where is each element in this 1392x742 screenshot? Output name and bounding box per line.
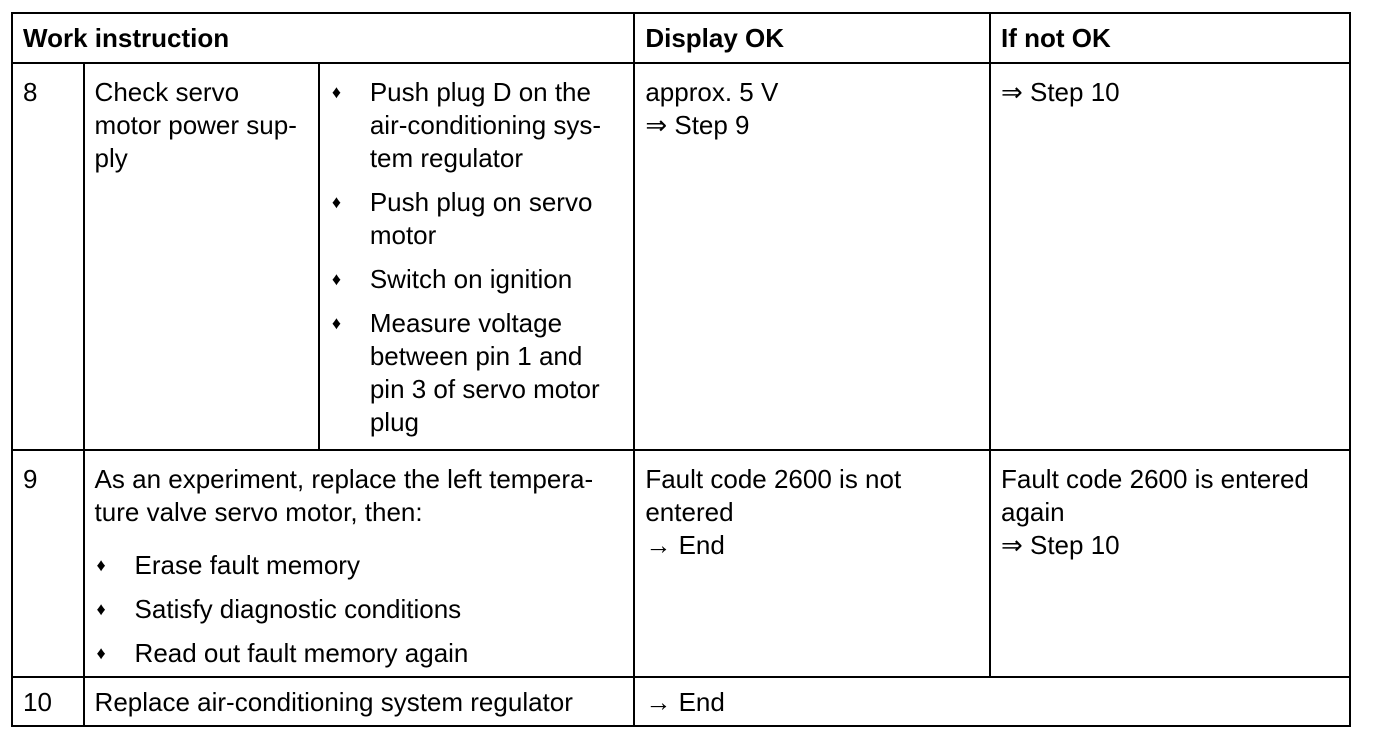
step-result: → End [634,677,1350,726]
step-title-line: ply [94,143,128,173]
step-intro-line: As an experiment, replace the left tempera- [94,464,594,494]
diamond-bullet-icon: ♦ [96,599,106,619]
work-instruction-table [11,12,1351,727]
list-item: ♦ Push plug D on the air-conditioning sys- tem regulator [331,77,602,173]
table-row-step-8 [12,63,1350,450]
diamond-bullet-icon: ♦ [331,82,342,102]
diamond-bullet-icon: ♦ [331,192,342,212]
table-row-step-9 [12,450,1350,677]
if-not-ok-cell: Fault code 2600 is entered again ⇒ Step 10 [990,450,1350,677]
if-not-ok-cell: ⇒ Step 10 [990,63,1350,450]
list-item: ♦ Measure voltage between pin 1 and pin 3 of servo motor plug [331,308,600,437]
step-number: 9 [12,450,84,677]
step-title [84,63,319,450]
step-title-line: Check servo [94,77,240,107]
display-ok-cell: Fault code 2600 is not entered → End [634,450,990,677]
header-display-ok: Display OK [634,13,990,63]
header-if-not-ok: If not OK [990,13,1350,63]
list-item: ♦ Erase fault memory [96,550,360,580]
table-header-row [12,13,1350,63]
step-number: 10 [12,677,84,726]
diamond-bullet-icon: ♦ [96,643,106,663]
step-instruction: Replace air-conditioning system regulator [84,677,635,726]
diamond-bullet-icon: ♦ [96,555,106,575]
step-number: 8 [12,63,84,450]
action-list [95,549,624,670]
diamond-bullet-icon: ♦ [331,313,342,333]
display-ok-cell: approx. 5 V ⇒ Step 9 [634,63,990,450]
action-list [330,76,624,439]
diamond-bullet-icon: ♦ [331,269,342,289]
step-title-line: motor power sup- [94,110,297,140]
list-item: ♦ Push plug on servo motor [331,187,593,250]
step-intro-line: ture valve servo motor, then: [94,497,423,527]
list-item: ♦ Switch on ignition [331,264,573,294]
list-item: ♦ Satisfy diagnostic conditions [96,594,462,624]
header-work-instruction: Work instruction [12,13,634,63]
table-row-step-10 [12,677,1350,726]
list-item: ♦ Read out fault memory again [96,638,469,668]
step-actions [319,63,635,450]
step-actions [84,450,635,677]
